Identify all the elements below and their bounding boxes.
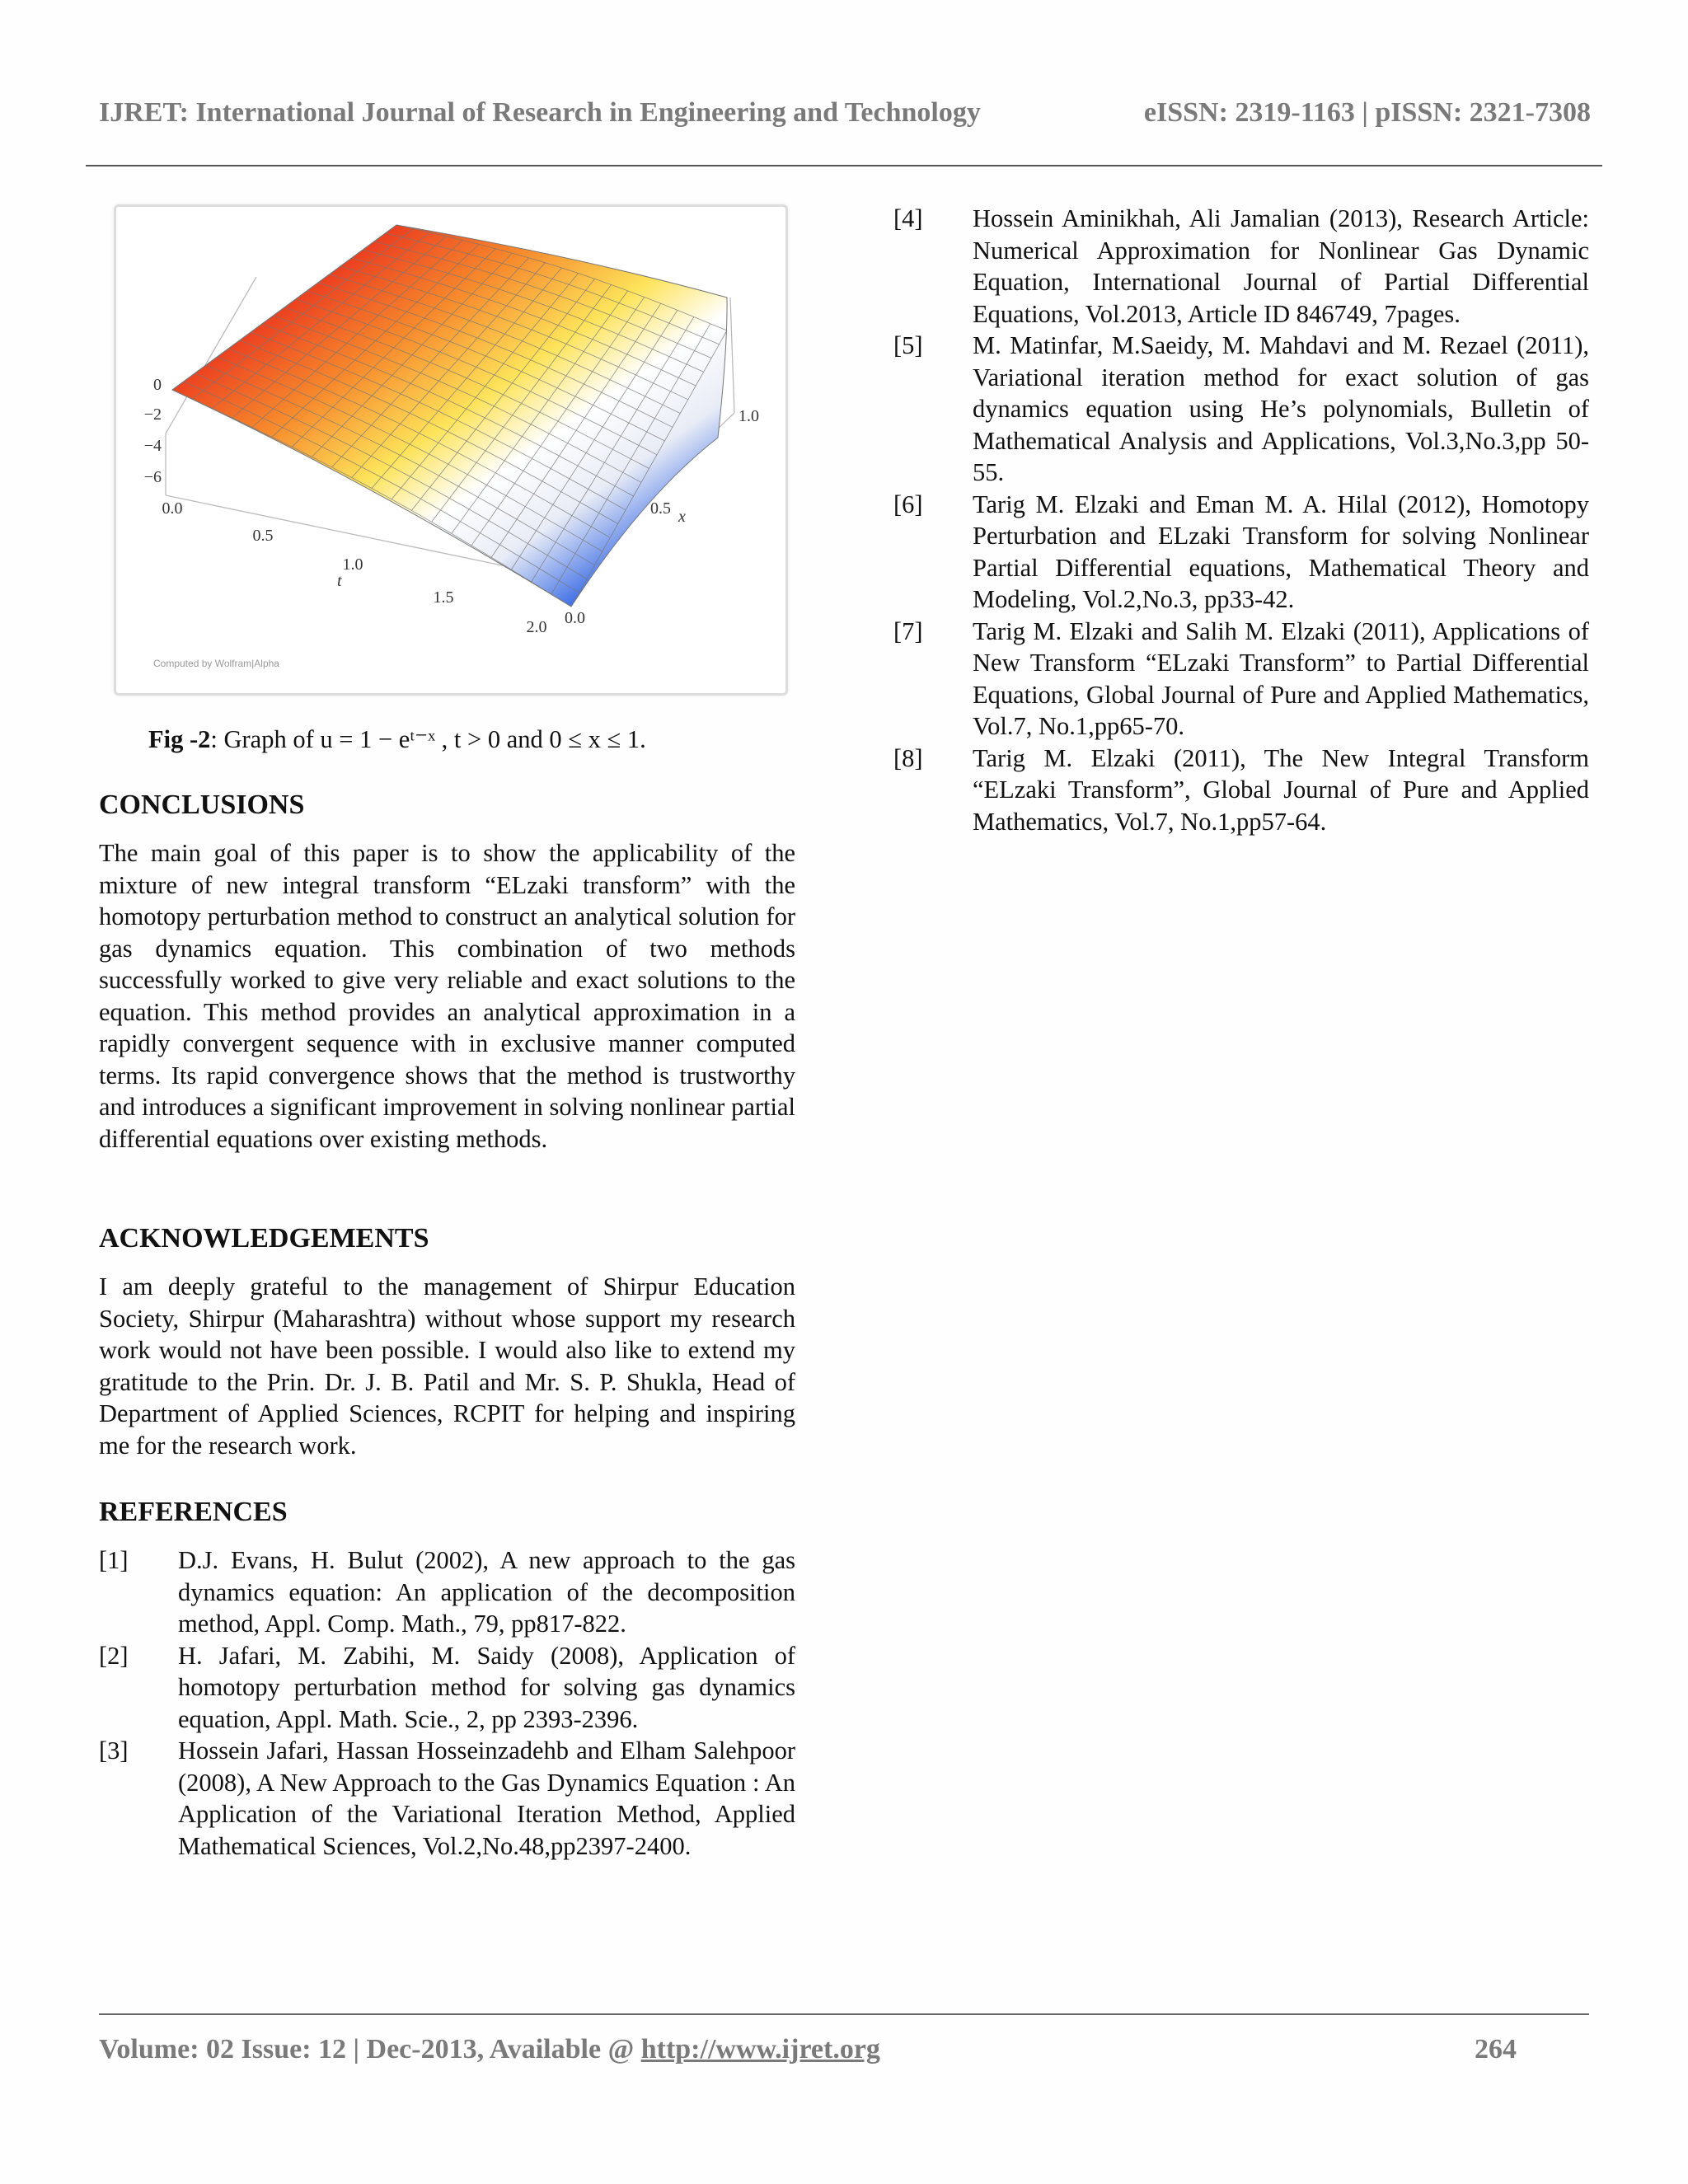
volume-text: Volume: 02 Issue: 12 | Dec-2013, Available @	[99, 2034, 641, 2064]
reference-item	[893, 616, 1589, 743]
z-tick: −4	[143, 437, 162, 455]
reference-text: Tarig M. Elzaki and Salih M. Elzaki (2011), Applications of New Transform “ELzaki Transform” to Partial Differential Equations, Global Journal of Pure and Applied Mathematics, Vol.7, No.1,pp65-70.	[973, 616, 1589, 740]
t-tick: 1.0	[342, 555, 363, 574]
reference-text: H. Jafari, M. Zabihi, M. Saidy (2008), Application of homotopy perturbation method for solving gas dynamics equation, Appl. Math. Scie., 2, pp 2393-2396.	[178, 1641, 795, 1733]
conclusions-section	[99, 790, 795, 1155]
acknowledgements-section	[99, 1223, 795, 1461]
reference-number: [6]	[893, 490, 923, 518]
reference-number: [5]	[893, 331, 923, 359]
journal-link[interactable]: http://www.ijret.org	[640, 2034, 880, 2064]
z-tick: −6	[143, 468, 162, 486]
reference-list-right	[893, 203, 1589, 837]
reference-text: Hossein Jafari, Hassan Hosseinzadehb and Elham Salehpoor (2008), A New Approach to the Gas Dynamics Equation : An Application of the Variational Iteration Method, Applied Mathematical Sciences, Vol.2,No.48,pp2397-2400.	[178, 1736, 795, 1860]
reference-item	[99, 1735, 795, 1862]
reference-number: [3]	[99, 1736, 129, 1765]
running-header	[99, 97, 1591, 129]
reference-text: Hossein Aminikhah, Ali Jamalian (2013), Research Article: Numerical Approximation for Nonlinear Gas Dynamic Equation, International Journal of Partial Differential Equations, Vol.2013, Article ID 846749, 7pages.	[973, 204, 1589, 328]
reference-item	[893, 330, 1589, 489]
reference-number: [1]	[99, 1546, 129, 1574]
footer-rule	[99, 2013, 1589, 2015]
x-tick: 1.0	[738, 407, 759, 425]
t-tick: 2.0	[526, 618, 547, 636]
conclusions-text: The main goal of this paper is to show the applicability of the mixture of new integral transform “ELzaki transform” with the homotopy perturbation method to construct an analytical solution for gas dynamics equation. This combination of two methods successfully worked to give very reliable and exact solutions to the equation. This method provides an analytical approximation in a rapidly convergent sequence with in exclusive manner computed terms. Its rapid convergence shows that the method is trustworthy and introduces a significant improvement in solving nonlinear partial differential equations over existing methods.	[99, 839, 795, 1153]
footer-volume	[99, 2034, 880, 2065]
surface	[172, 225, 727, 607]
reference-number: [7]	[893, 616, 923, 645]
references-section	[99, 1497, 795, 1862]
journal-name: IJRET: International Journal of Research in Engineering and Technology	[99, 97, 981, 128]
t-axis-label: t	[337, 572, 342, 590]
reference-item	[893, 743, 1589, 838]
header-rule	[86, 165, 1602, 166]
caption-label: Fig -2	[148, 725, 211, 753]
references-continued	[893, 203, 1589, 837]
reference-item	[893, 203, 1589, 330]
page-number: 264	[1475, 2034, 1517, 2064]
section-heading: REFERENCES	[99, 1497, 288, 1527]
reference-text: M. Matinfar, M.Saeidy, M. Mahdavi and M. Rezael (2011), Variational iteration method for exact solution of gas dynamics equation using He’s polynomials, Bulletin of Mathematical Analysis and Applications, Vol.3,No.3,pp 50-55.	[973, 331, 1589, 486]
z-axis-ticks	[144, 376, 162, 486]
t-tick: 0.5	[252, 527, 274, 545]
reference-number: [8]	[893, 743, 923, 772]
caption-text: : Graph of u = 1 − eᵗ⁻ˣ , t > 0 and 0 ≤ x ≤ 1.	[210, 725, 646, 753]
x-tick: 0.0	[565, 609, 585, 627]
watermark: Computed by Wolfram|Alpha	[153, 658, 279, 669]
reference-item	[99, 1544, 795, 1640]
reference-text: D.J. Evans, H. Bulut (2002), A new approach to the gas dynamics equation: An application of the decomposition method, Appl. Comp. Math., 79, pp817-822.	[178, 1546, 795, 1638]
issn: eISSN: 2319-1163 | pISSN: 2321-7308	[1143, 97, 1591, 128]
section-heading: ACKNOWLEDGEMENTS	[99, 1223, 429, 1254]
figure-caption	[148, 725, 646, 754]
surface-plot	[116, 207, 785, 693]
reference-item	[99, 1640, 795, 1736]
reference-item	[893, 489, 1589, 616]
acknowledgements-text: I am deeply grateful to the management of Shirpur Education Society, Shirpur (Maharashtra) without whose support my research work would not have been possible. I would also like to extend my gratitude to the Prin. Dr. J. B. Patil and Mr. S. P. Shukla, Head of Department of Applied Sciences, RCPIT for helping and inspiring me for the research work.	[99, 1272, 795, 1460]
x-axis-label: x	[678, 508, 686, 526]
x-tick: 0.5	[650, 499, 671, 518]
reference-text: Tarig M. Elzaki (2011), The New Integral Transform “ELzaki Transform”, Global Journal of Pure and Applied Mathematics, Vol.7, No.1,pp57-64.	[973, 743, 1589, 836]
reference-list-left	[99, 1544, 795, 1862]
z-tick: 0	[153, 376, 162, 394]
running-footer	[99, 2034, 1517, 2065]
t-tick: 1.5	[433, 588, 454, 607]
reference-number: [4]	[893, 204, 923, 232]
section-heading: CONCLUSIONS	[99, 790, 305, 820]
z-tick: −2	[143, 405, 162, 424]
t-tick: 0.0	[162, 499, 183, 518]
reference-number: [2]	[99, 1641, 129, 1670]
reference-text: Tarig M. Elzaki and Eman M. A. Hilal (2012), Homotopy Perturbation and ELzaki Transform for solving Nonlinear Partial Differential equations, Mathematical Theory and Modeling, Vol.2,No.3, pp33-42.	[973, 490, 1589, 613]
figure-panel	[114, 204, 788, 696]
